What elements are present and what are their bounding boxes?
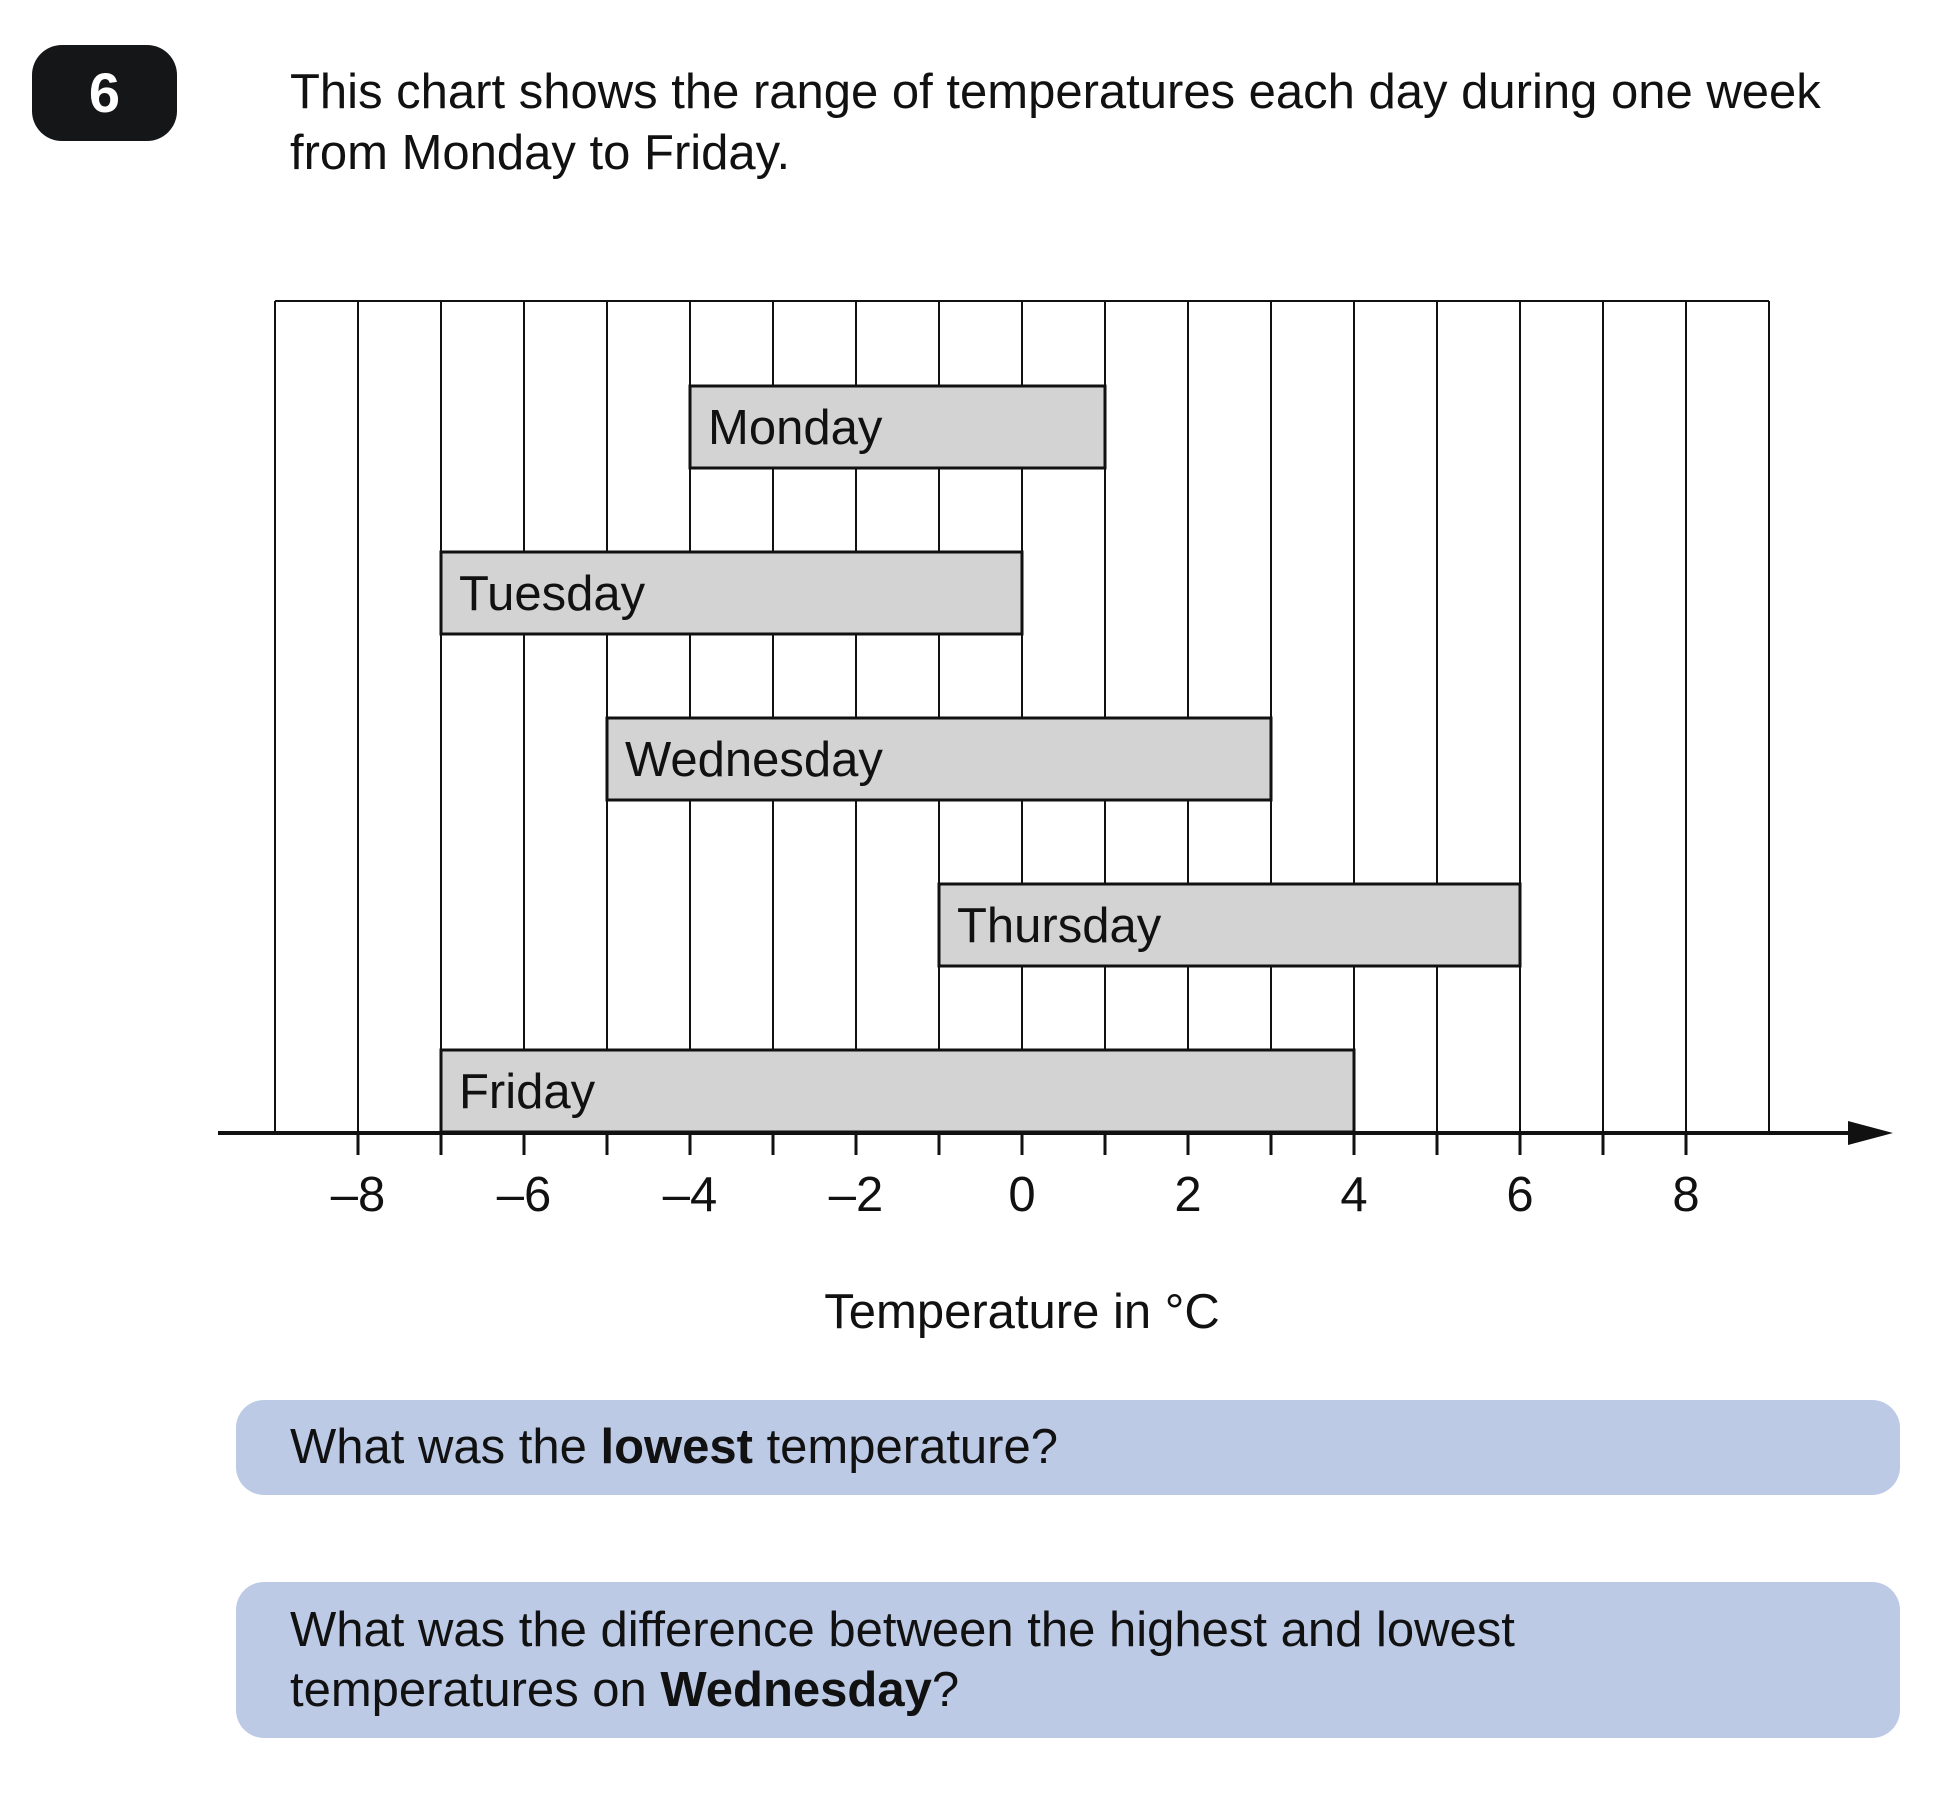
question-2-line-1: What was the difference between the highest and lowest: [290, 1603, 1515, 1657]
question-1-text-end: temperature?: [752, 1420, 1059, 1474]
bar-label-wednesday: Wednesday: [625, 733, 883, 787]
question-2-text-end: ?: [931, 1663, 960, 1717]
x-tick-label: –8: [330, 1168, 386, 1222]
x-tick-label: 8: [1672, 1168, 1700, 1222]
bar-label-thursday: Thursday: [957, 899, 1162, 953]
bar-label-tuesday: Tuesday: [459, 567, 646, 621]
x-tick-label: 4: [1340, 1168, 1368, 1222]
question-intro-text: This chart shows the range of temperatures each day during one week from Monday to Friday.: [290, 65, 1821, 180]
question-2-text-start: temperatures on: [290, 1663, 661, 1717]
question-2-line-2: [290, 1660, 1900, 1720]
x-tick-label: –4: [662, 1168, 718, 1222]
bar-label-monday: Monday: [708, 401, 883, 455]
x-tick-label: 6: [1506, 1168, 1534, 1222]
x-axis: [218, 1121, 1893, 1222]
x-axis-arrowhead: [1848, 1121, 1893, 1145]
x-axis-label: Temperature in °C: [824, 1285, 1220, 1339]
question-1-text-start: What was the: [290, 1420, 601, 1474]
question-1-bold: lowest: [600, 1420, 753, 1474]
question-box-lowest: [236, 1400, 1900, 1495]
question-2-bold: Wednesday: [660, 1663, 932, 1717]
x-tick-label: 2: [1174, 1168, 1202, 1222]
question-box-difference: [236, 1582, 1900, 1738]
x-tick-label: 0: [1008, 1168, 1036, 1222]
x-tick-label: –2: [828, 1168, 884, 1222]
chart-bars: [441, 386, 1520, 1132]
bar-label-friday: Friday: [459, 1065, 596, 1119]
x-tick-label: –6: [496, 1168, 552, 1222]
question-number-badge: 6: [32, 45, 177, 141]
